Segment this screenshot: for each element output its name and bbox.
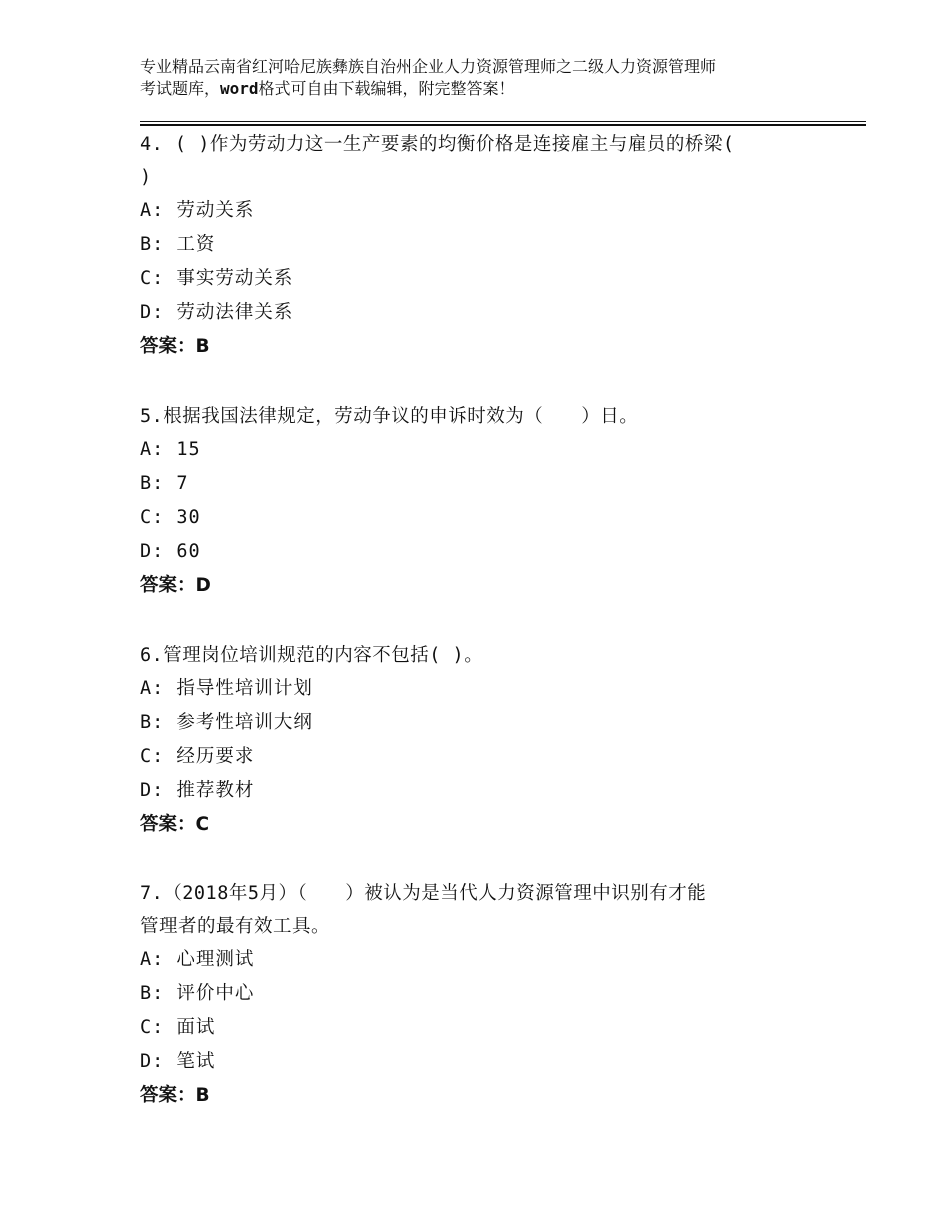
question-text: 4. ( )作为劳动力这一生产要素的均衡价格是连接雇主与雇员的桥梁( ) <box>140 134 735 188</box>
option-a: A: 指导性培训计划 <box>140 678 313 699</box>
option-c: C: 经历要求 <box>140 746 255 767</box>
option-a: A: 心理测试 <box>140 949 255 970</box>
answer-label: 答案：D <box>140 575 211 596</box>
header-line-2 <box>140 78 830 100</box>
question-text: 5.根据我国法律规定，劳动争议的申诉时效为（ ）日。 <box>140 406 639 427</box>
option-d: D: 60 <box>140 541 201 562</box>
header-line-1: 专业精品云南省红河哈尼族彝族自治州企业人力资源管理师之二级人力资源管理师 <box>140 57 717 76</box>
option-d: D: 劳动法律关系 <box>140 302 294 323</box>
answer-label: 答案：C <box>140 814 210 835</box>
option-a: A: 劳动关系 <box>140 200 255 221</box>
header-divider-thin <box>140 121 866 122</box>
option-b: B: 工资 <box>140 234 216 255</box>
option-b: B: 评价中心 <box>140 983 255 1004</box>
document-header <box>140 56 830 100</box>
option-a: A: 15 <box>140 439 201 460</box>
header-line-2-prefix: 考试题库， <box>140 79 221 98</box>
header-divider-thick <box>140 124 866 126</box>
question-5 <box>140 400 840 603</box>
answer-label: 答案：B <box>140 1085 210 1106</box>
question-text: 7.（2018年5月）（ ）被认为是当代人力资源管理中识别有才能 管理者的最有效工具。 <box>140 883 707 937</box>
header-line-2-bold: word <box>220 79 259 98</box>
question-6 <box>140 639 840 842</box>
answer-label: 答案：B <box>140 336 210 357</box>
option-c: C: 30 <box>140 507 201 528</box>
question-7 <box>140 877 840 1113</box>
header-line-2-suffix: 格式可自由下载编辑，附完整答案！ <box>258 79 515 98</box>
option-c: C: 面试 <box>140 1017 216 1038</box>
option-b: B: 7 <box>140 473 189 494</box>
option-d: D: 笔试 <box>140 1051 216 1072</box>
option-c: C: 事实劳动关系 <box>140 268 294 289</box>
question-text: 6.管理岗位培训规范的内容不包括( )。 <box>140 645 484 666</box>
question-4 <box>140 128 840 364</box>
option-b: B: 参考性培训大纲 <box>140 712 313 733</box>
option-d: D: 推荐教材 <box>140 780 255 801</box>
